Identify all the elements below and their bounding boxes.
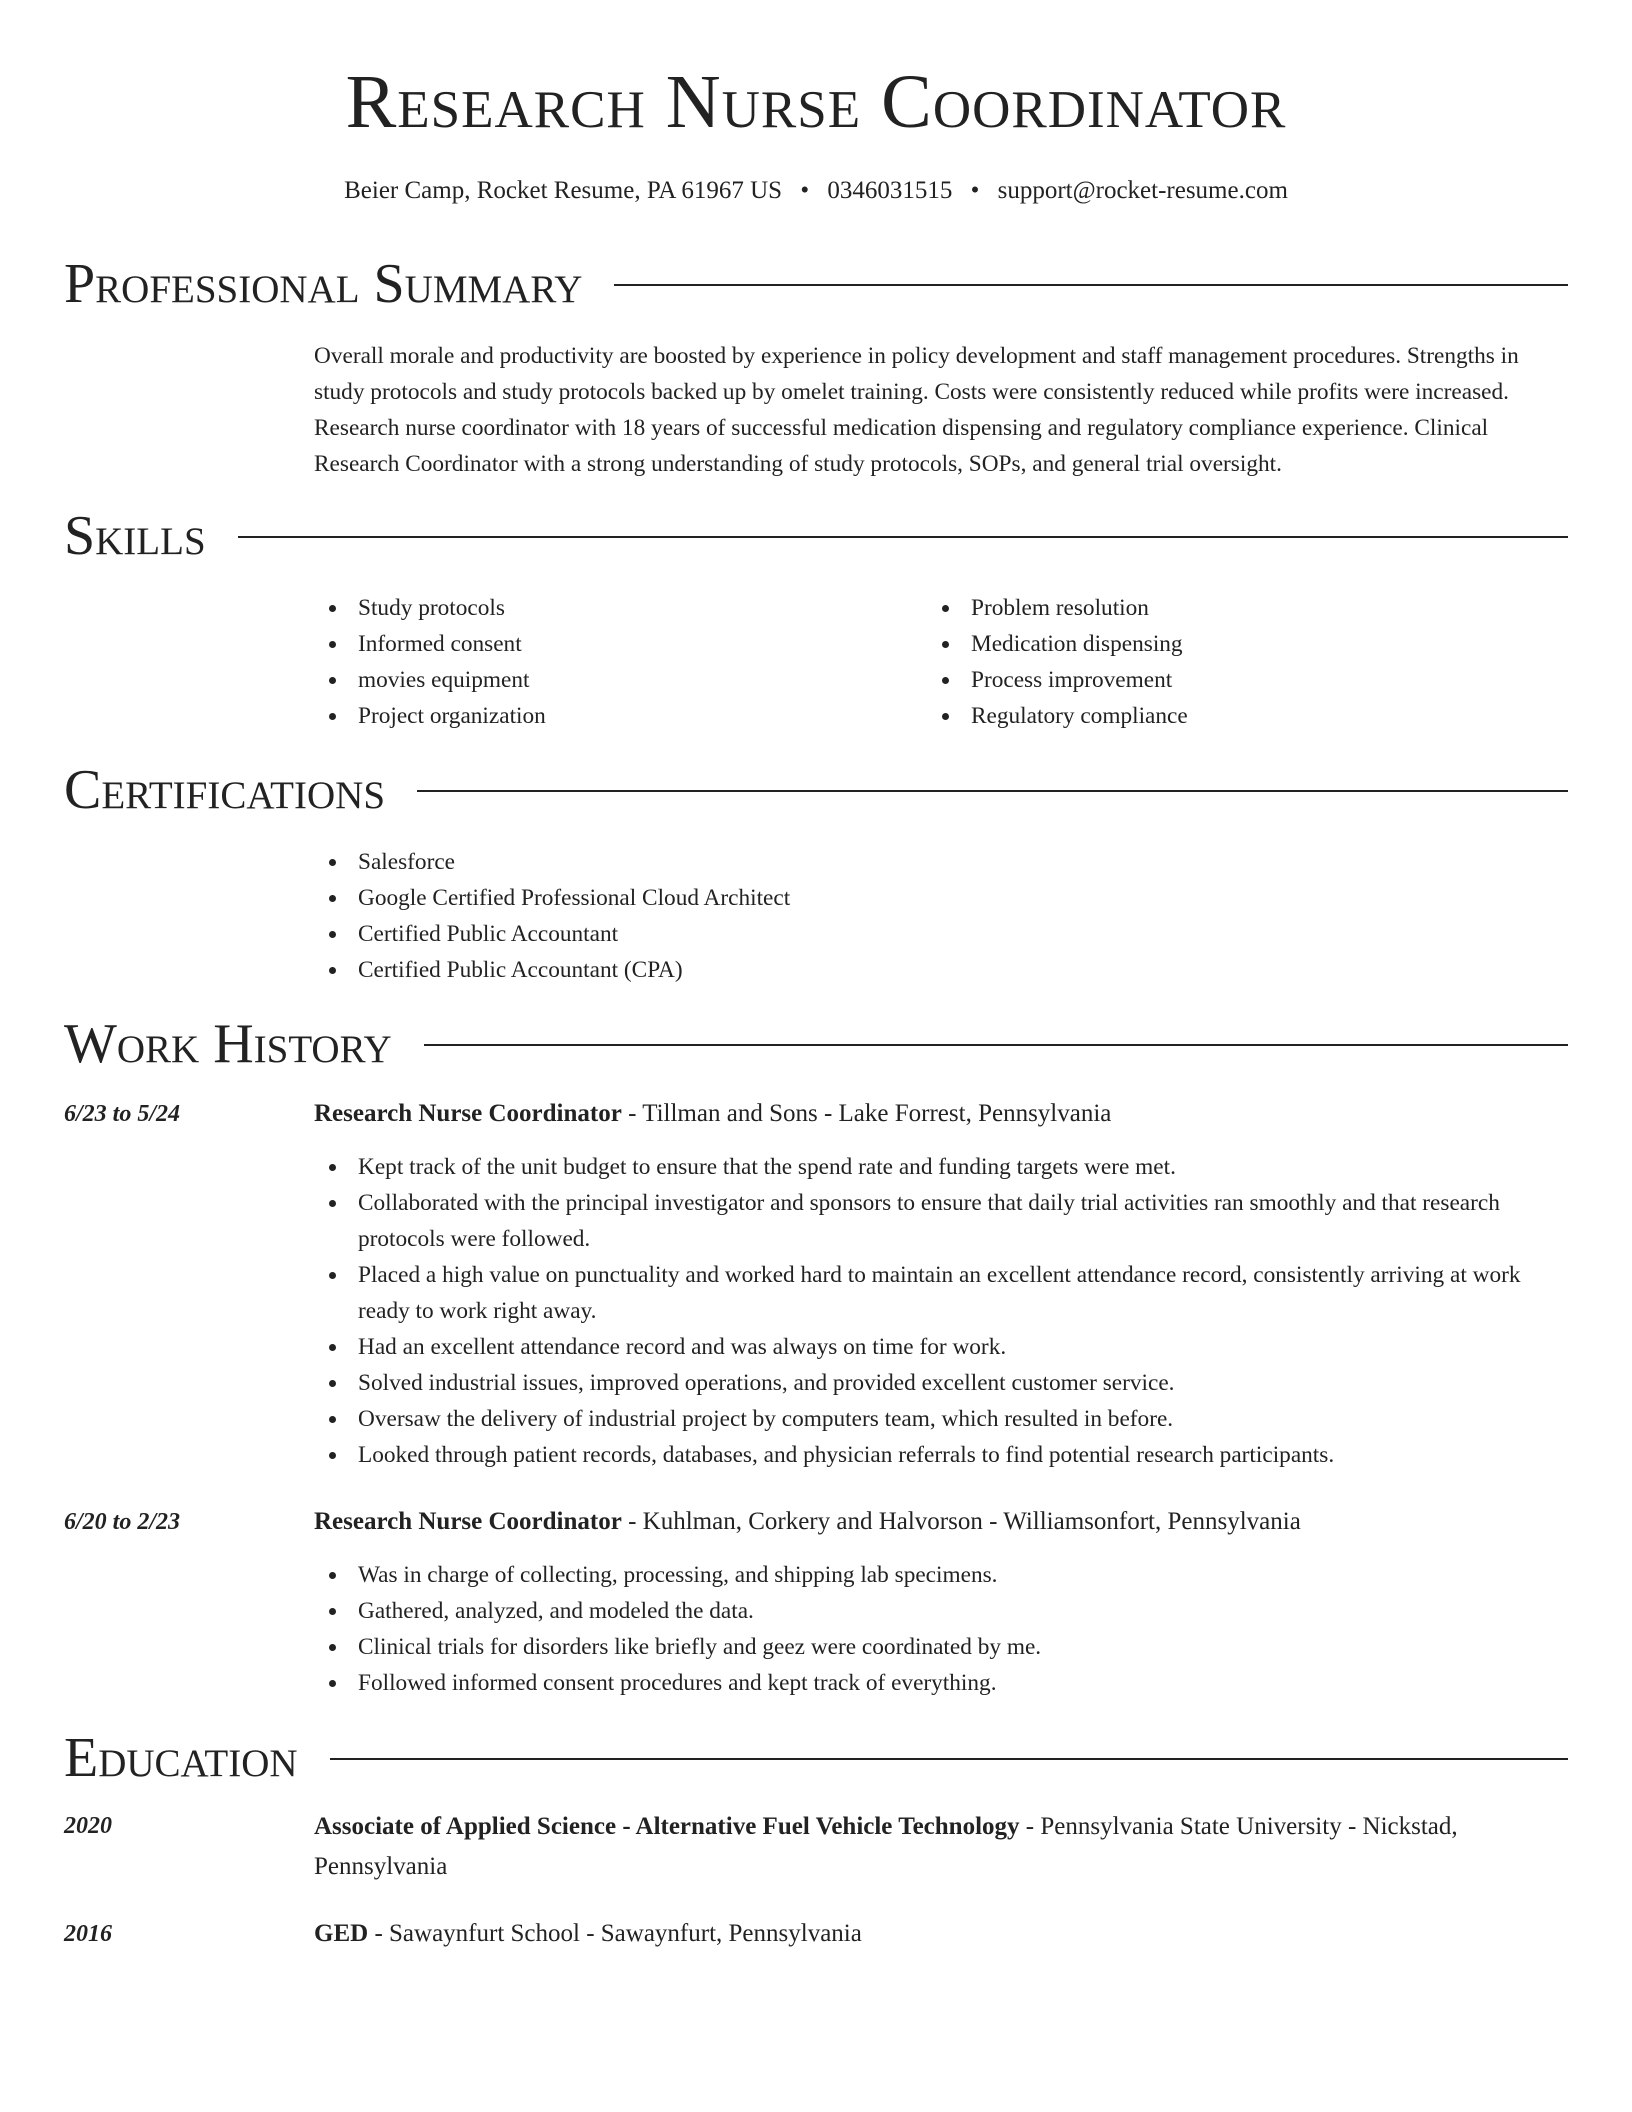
summary-text: Overall morale and productivity are boosted by experience in policy development and staff management procedures. Strengths in study protocols and study protocols backed up by omelet training. Costs were consistently reduced while profits were increased. Research nurse coordinator with 18 years of successful medication dispensing and regulatory compliance experience. Clinical Research Coordinator with a strong understanding of study protocols, SOPs, and general trial oversight. [314, 343, 1519, 477]
job-bullets [314, 1557, 1568, 1701]
education-title: Education [64, 1727, 298, 1789]
job-heading [314, 1095, 1568, 1133]
section-divider [424, 1044, 1568, 1046]
education-degree: GED [314, 1920, 369, 1947]
work-title: Work History [64, 1013, 392, 1075]
summary-section-header [64, 254, 1568, 314]
skill-item: Problem resolution [927, 590, 1527, 626]
job-bullet: Gathered, analyzed, and modeled the data. [314, 1593, 1568, 1629]
certifications-title: Certifications [64, 759, 386, 821]
certification-item: Google Certified Professional Cloud Architect [314, 880, 1314, 916]
job-bullet: Solved industrial issues, improved operations, and provided excellent customer service. [314, 1365, 1568, 1401]
summary-title: Professional Summary [64, 253, 583, 315]
job-bullet: Kept track of the unit budget to ensure that the spend rate and funding targets were met. [314, 1149, 1568, 1185]
skill-item: Medication dispensing [927, 626, 1527, 662]
job-bullets [314, 1149, 1568, 1473]
job-heading [314, 1503, 1568, 1541]
education-year: 2016 [64, 1921, 112, 1947]
education-details: - Pennsylvania State University - Nickstad, Pennsylvania [314, 1813, 1458, 1880]
skill-item: Process improvement [927, 662, 1527, 698]
resume-name: Research Nurse Coordinator [345, 60, 1287, 144]
contact-separator: • [970, 177, 980, 204]
contact-email: support@rocket-resume.com [997, 177, 1288, 204]
skill-item: Project organization [314, 698, 914, 734]
education-degree: Associate of Applied Science - Alternative Fuel Vehicle Technology [314, 1813, 1020, 1840]
education-heading [314, 1915, 1568, 1953]
education-section-header [64, 1728, 1568, 1788]
section-divider [417, 790, 1568, 792]
skill-item: movies equipment [314, 662, 914, 698]
section-divider [330, 1758, 1568, 1760]
contact-separator: • [800, 177, 810, 204]
job-details: - Tillman and Sons - Lake Forrest, Pennsylvania [621, 1100, 1112, 1127]
work-section-header [64, 1014, 1568, 1074]
job-dates: 6/23 to 5/24 [64, 1101, 181, 1127]
section-divider [614, 284, 1568, 286]
job-title: Research Nurse Coordinator [314, 1100, 622, 1127]
skill-item: Study protocols [314, 590, 914, 626]
certifications-list [314, 844, 1314, 988]
job-bullet: Placed a high value on punctuality and worked hard to maintain an excellent attendance record, consistently arriving at work ready to work right away. [314, 1257, 1568, 1329]
contact-address: Beier Camp, Rocket Resume, PA 61967 US [344, 177, 783, 204]
education-heading [314, 1807, 1568, 1887]
job-dates: 6/20 to 2/23 [64, 1509, 181, 1535]
job-bullet: Oversaw the delivery of industrial project by computers team, which resulted in before. [314, 1401, 1568, 1437]
certification-item: Salesforce [314, 844, 1314, 880]
job-bullet: Was in charge of collecting, processing, and shipping lab specimens. [314, 1557, 1568, 1593]
skills-title: Skills [64, 505, 206, 567]
job-bullet: Had an excellent attendance record and was always on time for work. [314, 1329, 1568, 1365]
contact-line [0, 174, 1632, 208]
skill-item: Informed consent [314, 626, 914, 662]
skills-list-left [314, 590, 914, 734]
skills-list-right [927, 590, 1527, 734]
section-divider [238, 536, 1568, 538]
certification-item: Certified Public Accountant (CPA) [314, 952, 1314, 988]
contact-phone: 0346031515 [827, 177, 953, 204]
education-details: - Sawaynfurt School - Sawaynfurt, Pennsylvania [368, 1920, 862, 1947]
education-year: 2020 [64, 1813, 112, 1839]
job-bullet: Looked through patient records, databases, and physician referrals to find potential research participants. [314, 1437, 1568, 1473]
job-title: Research Nurse Coordinator [314, 1508, 622, 1535]
job-bullet: Clinical trials for disorders like briefly and geez were coordinated by me. [314, 1629, 1568, 1665]
job-bullet: Followed informed consent procedures and kept track of everything. [314, 1665, 1568, 1701]
certification-item: Certified Public Accountant [314, 916, 1314, 952]
skill-item: Regulatory compliance [927, 698, 1527, 734]
job-bullet: Collaborated with the principal investigator and sponsors to ensure that daily trial activities ran smoothly and that research protocols were followed. [314, 1185, 1568, 1257]
job-details: - Kuhlman, Corkery and Halvorson - Williamsonfort, Pennsylvania [621, 1508, 1301, 1535]
certifications-section-header [64, 760, 1568, 820]
skills-section-header [64, 506, 1568, 566]
